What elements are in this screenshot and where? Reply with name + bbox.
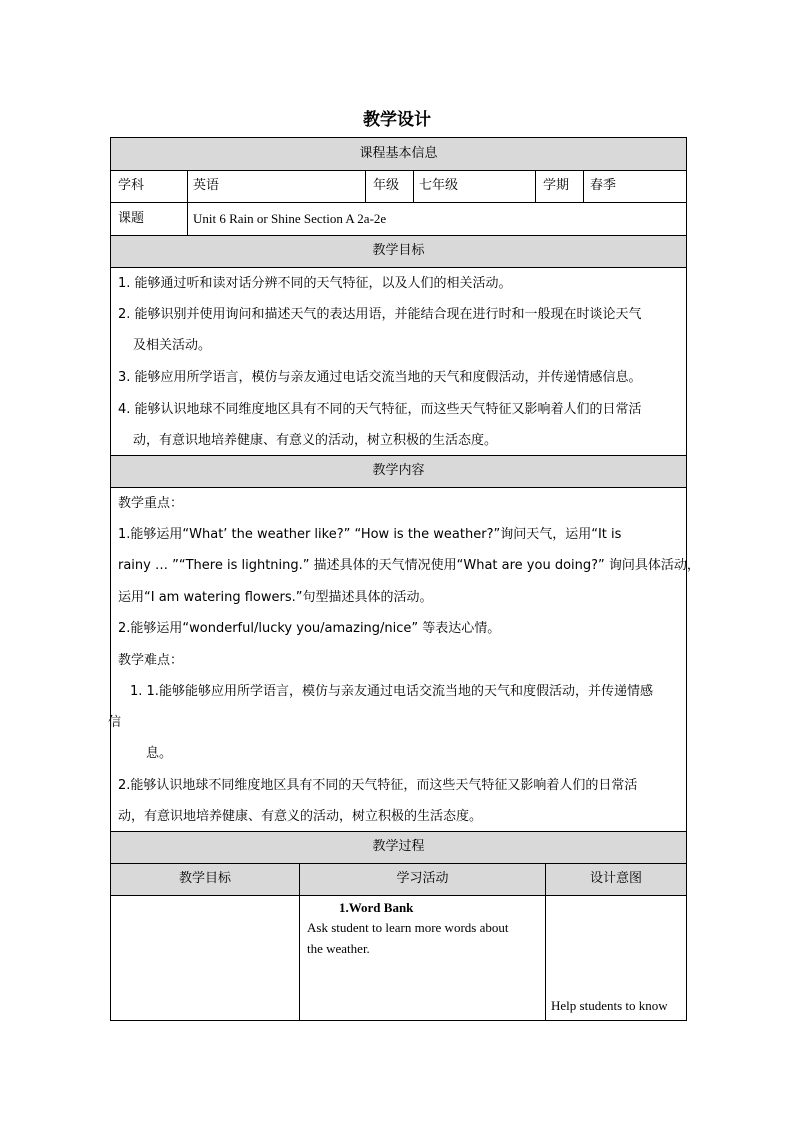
- basic-info-header: 课程基本信息: [359, 146, 438, 161]
- process-col-objective: 教学目标: [178, 871, 231, 886]
- objective-line: 动，有意识地培养健康、有意义的活动，树立积极的生活态度。: [133, 433, 498, 448]
- subject-label: 学科: [118, 178, 145, 193]
- topic-label: 课题: [118, 211, 145, 226]
- document-title: 教学设计: [363, 110, 431, 130]
- objective-line: 及相关活动。: [133, 338, 212, 353]
- topic-value: Unit 6 Rain or Shine Section A 2a-2e: [193, 211, 387, 226]
- objective-line: 2. 能够识别并使用询问和描述天气的表达用语，并能结合现在进行时和一般现在时谈论天气: [118, 307, 642, 322]
- difficult-point-line: 2.能够认识地球不同维度地区具有不同的天气特征，而这些天气特征又影响着人们的日常活: [118, 778, 638, 793]
- key-point-line: rainy … ”“There is lightning.” 描述具体的天气情况使用“What are you doing?” 询问具体活动，: [118, 558, 700, 573]
- grade-label: 年级: [373, 178, 400, 193]
- objective-line: 3. 能够应用所学语言，模仿与亲友通过电话交流当地的天气和度假活动，并传递情感信息。: [118, 370, 642, 385]
- key-point-line: 1.能够运用“What’ the weather like?” “How is the weather?”询问天气，运用“It is: [118, 527, 622, 542]
- objective-line: 4. 能够认识地球不同维度地区具有不同的天气特征，而这些天气特征又影响着人们的日常活: [118, 402, 642, 417]
- activity-line: Ask student to learn more words about: [307, 920, 509, 935]
- subject-value: 英语: [193, 178, 220, 193]
- difficult-point-line: 1. 1.能够能够应用所学语言，模仿与亲友通过电话交流当地的天气和度假活动，并传递情感: [130, 684, 653, 699]
- intent-text: Help students to know: [551, 998, 668, 1013]
- process-col-activity: 学习活动: [396, 871, 449, 886]
- content-header: 教学内容: [372, 463, 425, 478]
- objective-line: 1. 能够通过听和读对话分辨不同的天气特征，以及人们的相关活动。: [118, 276, 512, 291]
- difficult-point-line: 息。: [146, 746, 173, 761]
- key-points-label: 教学重点：: [118, 496, 184, 511]
- objectives-header: 教学目标: [372, 243, 425, 258]
- key-point-line: 2.能够运用“wonderful/lucky you/amazing/nice” 等表达心情。: [118, 621, 501, 636]
- term-value: 春季: [590, 178, 617, 193]
- process-col-intent: 设计意图: [589, 871, 642, 886]
- difficult-points-label: 教学难点：: [118, 653, 184, 668]
- activity-line: the weather.: [307, 941, 370, 956]
- difficult-point-line: 动，有意识地培养健康、有意义的活动，树立积极的生活态度。: [118, 809, 483, 824]
- process-header: 教学过程: [372, 839, 425, 854]
- activity-title: 1.Word Bank: [339, 900, 414, 915]
- term-label: 学期: [543, 178, 570, 193]
- lesson-plan-table: [108, 137, 700, 1021]
- grade-value: 七年级: [419, 178, 459, 193]
- key-point-line: 运用“I am watering flowers.”句型描述具体的活动。: [118, 590, 433, 605]
- difficult-point-line: 信: [108, 715, 122, 730]
